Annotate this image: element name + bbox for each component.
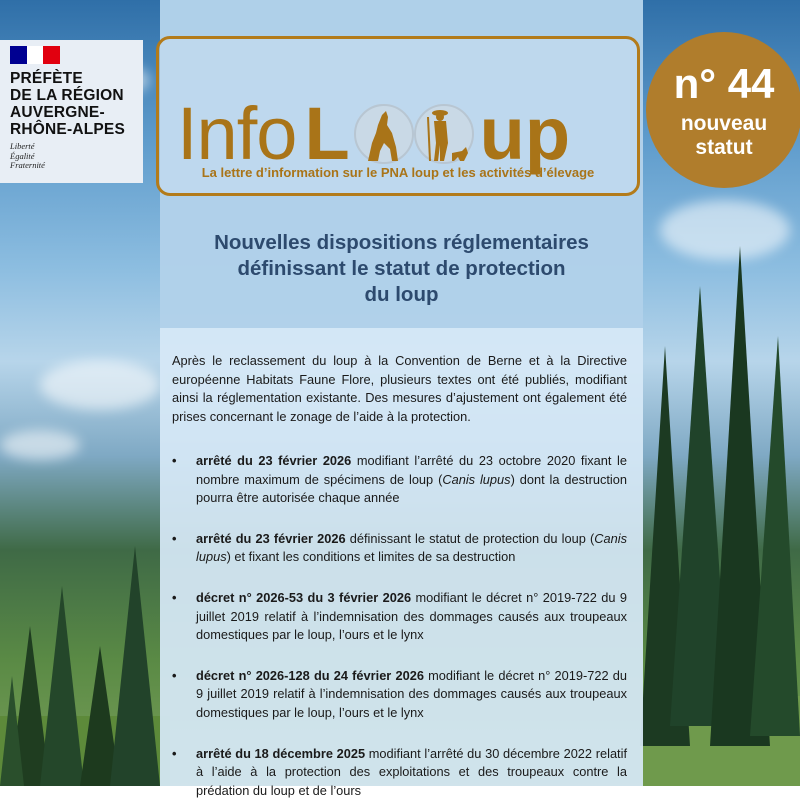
item-reference: arrêté du 23 février 2026: [196, 530, 346, 546]
cloud: [40, 360, 160, 410]
newsletter-header: [156, 36, 640, 196]
shepherd-with-dog-icon: [414, 103, 474, 165]
item-text: modifiant le décret n° 2019-722 du 9 juillet 2019 relatif à l’indemnisation des dommages causés aux troupeaux domestiques par le loup, l’ours et le lynx: [196, 589, 627, 643]
motto-line: Égalité: [10, 150, 35, 161]
flag-white: [27, 46, 44, 64]
flag-blue: [10, 46, 27, 64]
brand-oo-illustration: [354, 103, 474, 165]
item-text: modifiant l’arrêté du 23 octobre 2020 fixant le nombre maximum de spécimens de loup (: [196, 453, 627, 487]
headline-line: du loup: [364, 283, 439, 306]
list-item: [172, 452, 627, 508]
item-text-end: ) et fixant les conditions et limites de sa destruction: [226, 549, 516, 565]
logo-title-line: DE LA RÉGION: [10, 87, 124, 104]
prefecture-logo: [0, 40, 143, 183]
issue-subtitle-line: statut: [695, 136, 753, 159]
bullet-icon: •: [172, 530, 177, 546]
logo-title-line: AUVERGNE-: [10, 104, 105, 121]
motto-line: Liberté: [10, 141, 35, 151]
forest-left-image: [0, 486, 170, 786]
brand-info: Info: [177, 92, 297, 175]
french-flag-icon: [10, 46, 60, 64]
forest-right-image: [640, 226, 800, 786]
headline-line: définissant le statut de protection: [237, 257, 566, 280]
item-reference: arrêté du 18 décembre 2025: [196, 745, 366, 761]
list-item: [172, 530, 627, 567]
list-item: [172, 745, 627, 800]
motto-line: Fraternité: [10, 160, 45, 170]
howling-wolf-icon: [354, 103, 414, 165]
article-headline: [160, 230, 643, 308]
issue-subtitle: [646, 112, 800, 160]
item-text: modifiant l’arrêté du 30 décembre 2022 relatif à l’aide à la protection des exploitations et des troupeaux contre la prédation du loup et de l’ours: [196, 745, 628, 798]
brand-l: L: [304, 92, 350, 175]
issue-badge: [646, 32, 800, 188]
list-item: [172, 667, 627, 723]
list-item: [172, 589, 627, 645]
item-text-end: ) dont la destruction pourra être autorisée chaque année: [196, 471, 627, 506]
issue-subtitle-line: nouveau: [680, 112, 768, 135]
regulation-list: [172, 452, 627, 800]
item-italic: Canis lupus: [196, 530, 627, 565]
intro-paragraph: Après le reclassement du loup à la Convention de Berne et à la Directive européenne Habitats Faune Flore, plusieurs textes ont été publiés, modifiant ainsi la réglementation existante. Des mesures d’ajustement ont également été prises concernant le zonage de l’aide à la protection.: [172, 353, 627, 424]
bullet-icon: •: [172, 667, 177, 683]
bullet-icon: •: [172, 453, 177, 468]
flag-red: [43, 46, 60, 64]
item-text: modifiant le décret n° 2019-722 du 9 juillet 2019 relatif à l’indemnisation des dommages causés aux troupeaux domestiques par le loup, l’ours et le lynx: [196, 667, 627, 720]
newsletter-tagline: La lettre d’information sur le PNA loup et les activités d’élevage: [201, 165, 595, 180]
bullet-icon: •: [172, 589, 177, 605]
logo-title-line: RHÔNE-ALPES: [10, 121, 126, 138]
item-reference: décret n° 2026-128 du 24 février 2026: [196, 667, 424, 683]
issue-number: n° 44: [673, 60, 775, 107]
bullet-icon: •: [172, 745, 177, 761]
logo-title: [10, 70, 133, 138]
cloud: [0, 430, 80, 460]
item-reference: arrêté du 23 février 2026: [196, 453, 352, 468]
headline-line: Nouvelles dispositions réglementaires: [214, 231, 589, 254]
item-italic: Canis lupus: [442, 471, 511, 487]
item-reference: décret n° 2026-53 du 3 février 2026: [196, 589, 412, 605]
logo-motto: [10, 142, 133, 171]
item-text: définissant le statut de protection du loup (: [345, 530, 595, 546]
logo-title-line: PRÉFÈTE: [10, 70, 83, 87]
brand-up: up: [479, 92, 571, 175]
